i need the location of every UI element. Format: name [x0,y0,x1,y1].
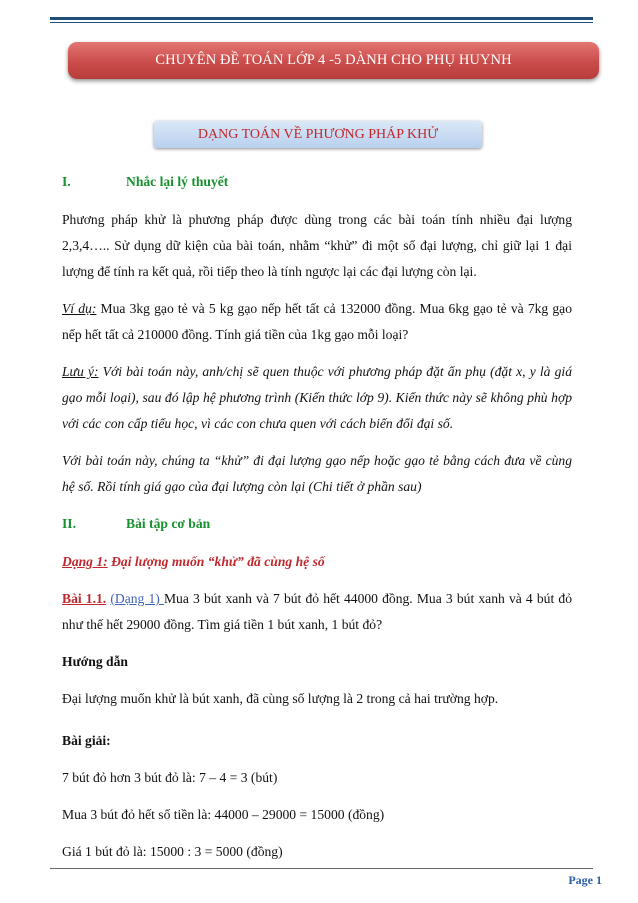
section-2-heading [62,514,572,534]
title-banner-text: CHUYÊN ĐỀ TOÁN LỚP 4 -5 DÀNH CHO PHỤ HUYNH [155,52,512,68]
example-label: Ví dụ: [62,301,97,316]
document-body [62,172,572,876]
note-label: Lưu ý: [62,364,99,379]
topic-banner-text: DẠNG TOÁN VỀ PHƯƠNG PHÁP KHỬ [197,126,439,142]
topic-banner [154,121,482,148]
solution-heading: Bài giải: [62,733,111,748]
exercise-label: Bài 1.1. [62,591,107,606]
page-number: Page 1 [568,873,602,887]
header-rule-thin [50,22,593,23]
approach-paragraph: Với bài toán này, chúng ta “khử” đi đại lượng gạo nếp hoặc gạo tẻ bằng cách đưa về cùng hệ số. Rồi tính giá gạo của đại lượng còn lại (Chi tiết ở phần sau) [62,453,572,494]
section-2-title: Bài tập cơ bản [126,516,211,531]
theory-paragraph: Phương pháp khử là phương pháp được dùng trong các bài toán tính nhiều đại lượng 2,3,4….. Sử dụng dữ kiện của bài toán, nhằm “khử” đi một số đại lượng, chỉ giữ lại 1 đại lượng để tính ra kết quả, rồi tiếp theo là tính ngược lại các đại lượng còn lại. [62,212,572,279]
header-rule-thick [50,17,593,20]
solution-step-2: Mua 3 bút đỏ hết số tiền là: 44000 – 29000 = 15000 (đồng) [62,807,385,822]
note-paragraph [62,359,572,437]
section-1-title: Nhắc lại lý thuyết [126,174,229,189]
section-1-heading [62,172,572,192]
type-1-heading [62,549,572,575]
solution-step-3: Giá 1 bút đỏ là: 15000 : 3 = 5000 (đồng) [62,844,283,859]
example-text: Mua 3kg gạo tẻ và 5 kg gạo nếp hết tất cả 132000 đồng. Mua 6kg gạo tẻ và 7kg gạo nếp hết tất cả 210000 đồng. Tính giá tiền của 1kg gạo mỗi loại? [62,301,572,342]
solution-step-1: 7 bút đỏ hơn 3 bút đỏ là: 7 – 4 = 3 (bút) [62,770,278,785]
footer-rule [50,868,593,869]
guide-heading: Hướng dẫn [62,654,128,669]
title-banner [68,42,599,79]
type-1-text: Đại lượng muốn “khử” đã cùng hệ số [107,554,325,569]
exercise-text: Mua 3 bút xanh và 7 bút đỏ hết 44000 đồng. Mua 3 bút xanh và 4 bút đỏ như thế hết 29000 đồng. Tìm giá tiền 1 bút xanh, 1 bút đỏ? [62,591,572,632]
exercise-type-link[interactable]: (Dạng 1) [110,591,164,606]
type-1-label: Dạng 1: [62,554,108,569]
section-2-number: II. [62,516,76,531]
section-1-number: I. [62,174,71,189]
guide-text: Đại lượng muốn khử là bút xanh, đã cùng số lượng là 2 trong cả hai trường hợp. [62,691,499,706]
note-text: Với bài toán này, anh/chị sẽ quen thuộc với phương pháp đặt ẩn phụ (đặt x, y là giá gạo mỗi loại), sau đó lập hệ phương trình (Kiến thức lớp 9). Kiến thức này sẽ không phù hợp với các con cấp tiểu học, vì các con chưa quen với cách biến đổi đại số. [62,364,572,431]
example-paragraph [62,296,572,348]
exercise-1-1 [62,586,572,638]
